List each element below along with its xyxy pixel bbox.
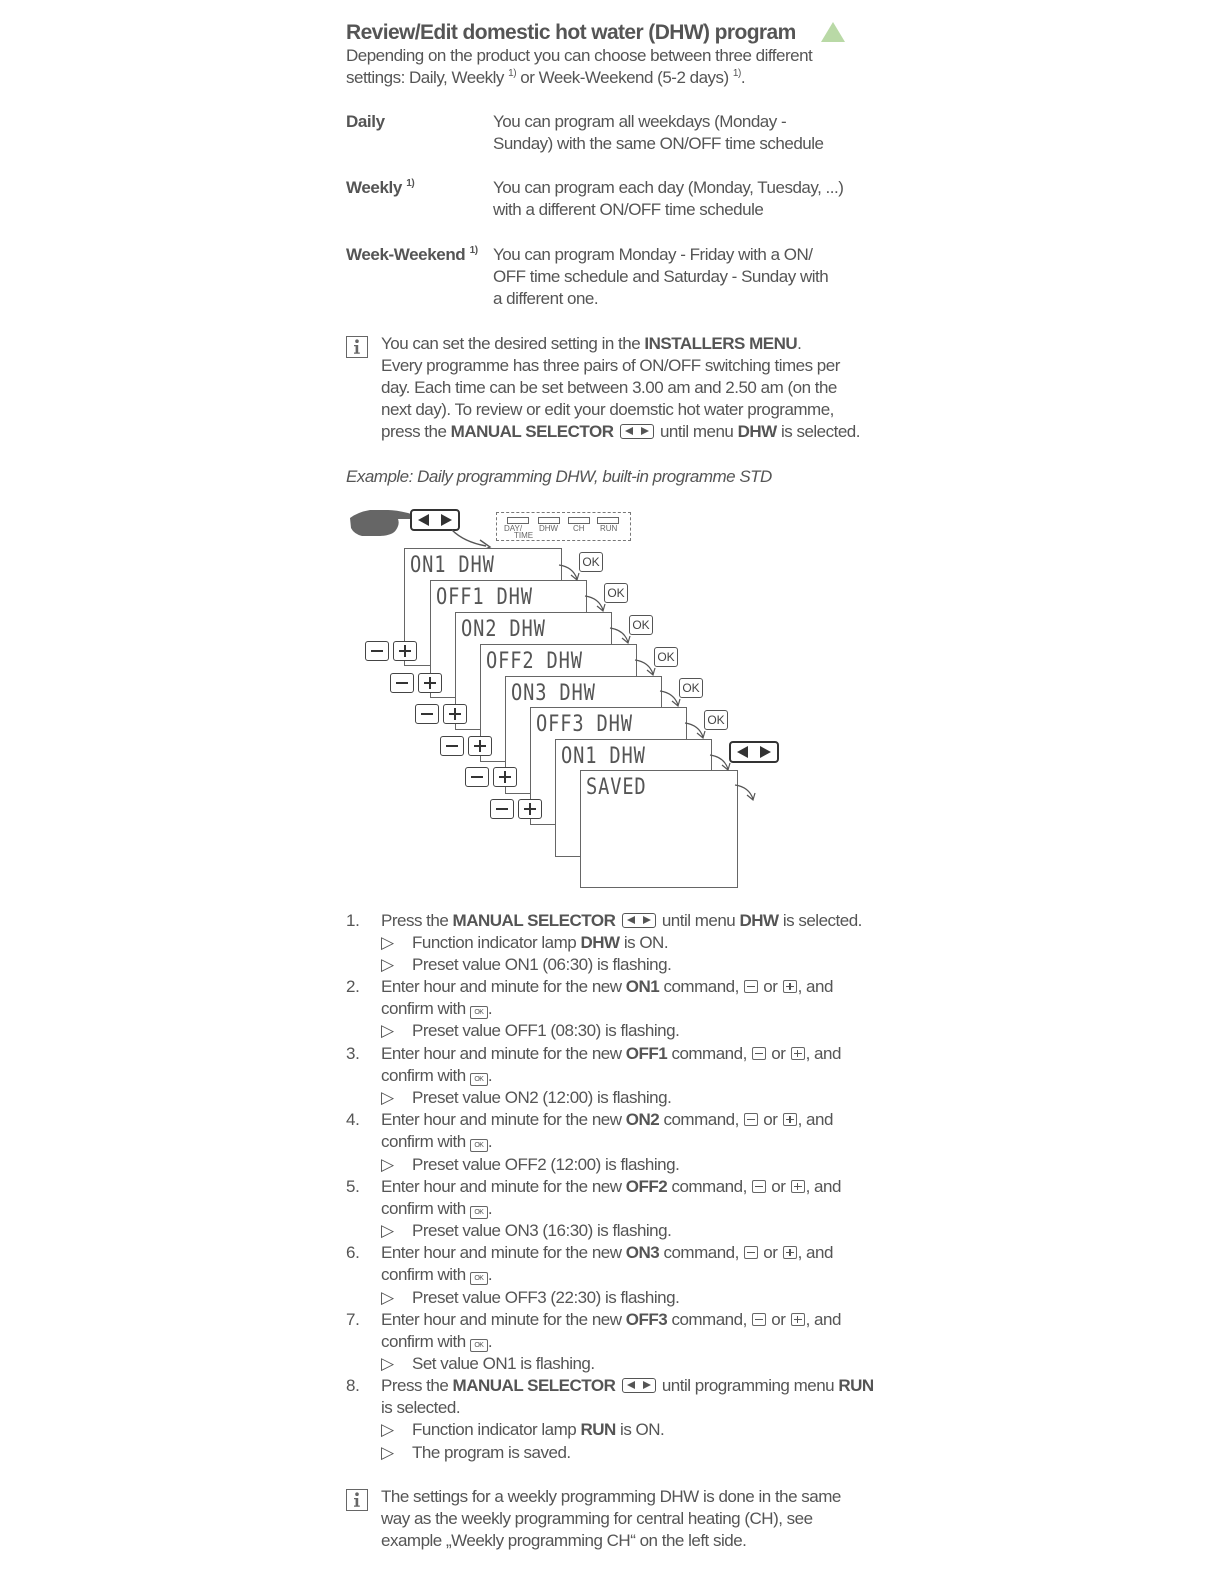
step-7: Enter hour and minute for the new OFF3 command, or , and bbox=[381, 1310, 841, 1329]
ok-button-icon: OK bbox=[470, 1006, 488, 1019]
note-installers-menu: You can set the desired setting in the INSTALLERS MENU. Every programme has three pairs of ON/OFF switching times per day. Each time can be set between 3.00 am and 2.50 am (on the next day). To review or edit your doemstic hot water programme, press the MANUAL SELECTOR until menu DHW is selected. bbox=[381, 334, 860, 441]
minus-button[interactable] bbox=[415, 704, 439, 724]
manual-selector-icon bbox=[620, 424, 654, 439]
example-caption: Example: Daily programming DHW, built-in programme STD bbox=[346, 467, 772, 486]
step-4: Enter hour and minute for the new ON2 command, or , and bbox=[381, 1110, 833, 1129]
definition-term-daily: Daily bbox=[346, 112, 385, 131]
ok-button[interactable]: OK bbox=[704, 710, 728, 730]
step-4-result: ▷ Preset value OFF2 (12:00) is flashing. bbox=[381, 1155, 680, 1174]
step-2: Enter hour and minute for the new ON1 command, or , and bbox=[381, 977, 833, 996]
ok-button[interactable]: OK bbox=[629, 615, 653, 635]
step-2-result: ▷ Preset value OFF1 (08:30) is flashing. bbox=[381, 1021, 680, 1040]
plus-button[interactable] bbox=[518, 799, 542, 819]
ok-button[interactable]: OK bbox=[654, 647, 678, 667]
curved-arrow-icon bbox=[557, 563, 757, 803]
manual-selector-icon bbox=[622, 913, 656, 928]
lcd-screen-on1: ON1 DHW bbox=[404, 548, 562, 666]
intro-paragraph: Depending on the product you can choose between three different settings: Daily, Weekly $^{1)}$ or Week-Weekend (5-2 days) $^{1)}$. bbox=[346, 46, 813, 87]
plus-button-icon bbox=[783, 1246, 797, 1259]
minus-button-icon bbox=[752, 1180, 766, 1193]
minus-button-icon bbox=[744, 1246, 758, 1259]
lcd-screen-on3: ON3 DHW bbox=[505, 676, 662, 794]
lamp-dhw bbox=[538, 517, 560, 524]
ok-button-icon: OK bbox=[470, 1139, 488, 1152]
definition-term-week-weekend: Week-Weekend $^{1)}$ bbox=[346, 245, 478, 264]
lcd-screen-on2: ON2 DHW bbox=[455, 612, 612, 730]
step-1-result-2: ▷ Preset value ON1 (06:30) is flashing. bbox=[381, 955, 672, 974]
plus-button-icon bbox=[791, 1047, 805, 1060]
plus-button-icon bbox=[783, 1113, 797, 1126]
minus-button[interactable] bbox=[440, 736, 464, 756]
lcd-screen-on1-final: ON1 DHW bbox=[555, 739, 712, 857]
step-1-result-1: ▷ Function indicator lamp DHW is ON. bbox=[381, 933, 669, 952]
plus-button[interactable] bbox=[393, 641, 417, 661]
lamp-day-time bbox=[507, 517, 529, 524]
minus-button[interactable] bbox=[365, 641, 389, 661]
ok-button-icon: OK bbox=[470, 1206, 488, 1219]
plus-button-icon bbox=[791, 1313, 805, 1326]
minus-button[interactable] bbox=[465, 767, 489, 787]
definition-desc-week-weekend: You can program Monday - Friday with a ON/ OFF time schedule and Saturday - Sunday with a different one. bbox=[493, 245, 829, 308]
info-icon bbox=[346, 1489, 368, 1511]
indicator-lamps-panel: DAY/ TIME DHW CH RUN bbox=[496, 512, 631, 541]
step-5: Enter hour and minute for the new OFF2 command, or , and bbox=[381, 1177, 841, 1196]
lcd-screen-saved: SAVED bbox=[580, 770, 738, 888]
plus-button[interactable] bbox=[443, 704, 467, 724]
info-icon bbox=[346, 336, 368, 358]
ok-button[interactable]: OK bbox=[604, 583, 628, 603]
lcd-screen-off1: OFF1 DHW bbox=[430, 580, 587, 698]
ok-button[interactable]: OK bbox=[579, 552, 603, 572]
manual-selector-icon bbox=[622, 1378, 656, 1393]
plus-button[interactable] bbox=[468, 736, 492, 756]
minus-button[interactable] bbox=[490, 799, 514, 819]
ok-button-icon: OK bbox=[470, 1272, 488, 1285]
step-3: Enter hour and minute for the new OFF1 command, or , and bbox=[381, 1044, 841, 1063]
definition-term-weekly: Weekly $^{1)}$ bbox=[346, 178, 415, 197]
lcd-screen-off3: OFF3 DHW bbox=[530, 707, 687, 825]
step-8: Press the MANUAL SELECTOR until programming menu RUN bbox=[381, 1376, 874, 1395]
step-8-result-1: ▷ Function indicator lamp RUN is ON. bbox=[381, 1420, 665, 1439]
minus-button[interactable] bbox=[390, 673, 414, 693]
plus-button[interactable] bbox=[493, 767, 517, 787]
step-1: Press the MANUAL SELECTOR until menu DHW is selected. bbox=[381, 911, 862, 930]
lamp-ch bbox=[568, 517, 590, 524]
minus-button-icon bbox=[744, 1113, 758, 1126]
step-3-result: ▷ Preset value ON2 (12:00) is flashing. bbox=[381, 1088, 672, 1107]
page-title: Review/Edit domestic hot water (DHW) program bbox=[346, 21, 796, 44]
plus-button-icon bbox=[783, 980, 797, 993]
lamp-run bbox=[597, 517, 619, 524]
step-6-result: ▷ Preset value OFF3 (22:30) is flashing. bbox=[381, 1288, 680, 1307]
step-6: Enter hour and minute for the new ON3 command, or , and bbox=[381, 1243, 833, 1262]
definition-desc-daily: You can program all weekdays (Monday - Sunday) with the same ON/OFF time schedule bbox=[493, 112, 824, 153]
minus-button-icon bbox=[752, 1313, 766, 1326]
plus-button[interactable] bbox=[418, 673, 442, 693]
note-weekly-programming: The settings for a weekly programming DHW is done in the same way as the weekly programming for central heating (CH), see example „Weekly programming CH“ on the left side. bbox=[381, 1487, 841, 1550]
minus-button-icon bbox=[752, 1047, 766, 1060]
step-7-result: ▷ Set value ON1 is flashing. bbox=[381, 1354, 595, 1373]
step-8-result-2: ▷ The program is saved. bbox=[381, 1443, 571, 1462]
plus-button-icon bbox=[791, 1180, 805, 1193]
accent-triangle-icon bbox=[821, 22, 845, 42]
ok-button-icon: OK bbox=[470, 1339, 488, 1352]
minus-button-icon bbox=[744, 980, 758, 993]
step-5-result: ▷ Preset value ON3 (16:30) is flashing. bbox=[381, 1221, 672, 1240]
lcd-screen-off2: OFF2 DHW bbox=[480, 644, 637, 762]
ok-button-icon: OK bbox=[470, 1073, 488, 1086]
ok-button[interactable]: OK bbox=[679, 678, 703, 698]
definition-desc-weekly: You can program each day (Monday, Tuesday, ...) with a different ON/OFF time schedule bbox=[493, 178, 844, 219]
